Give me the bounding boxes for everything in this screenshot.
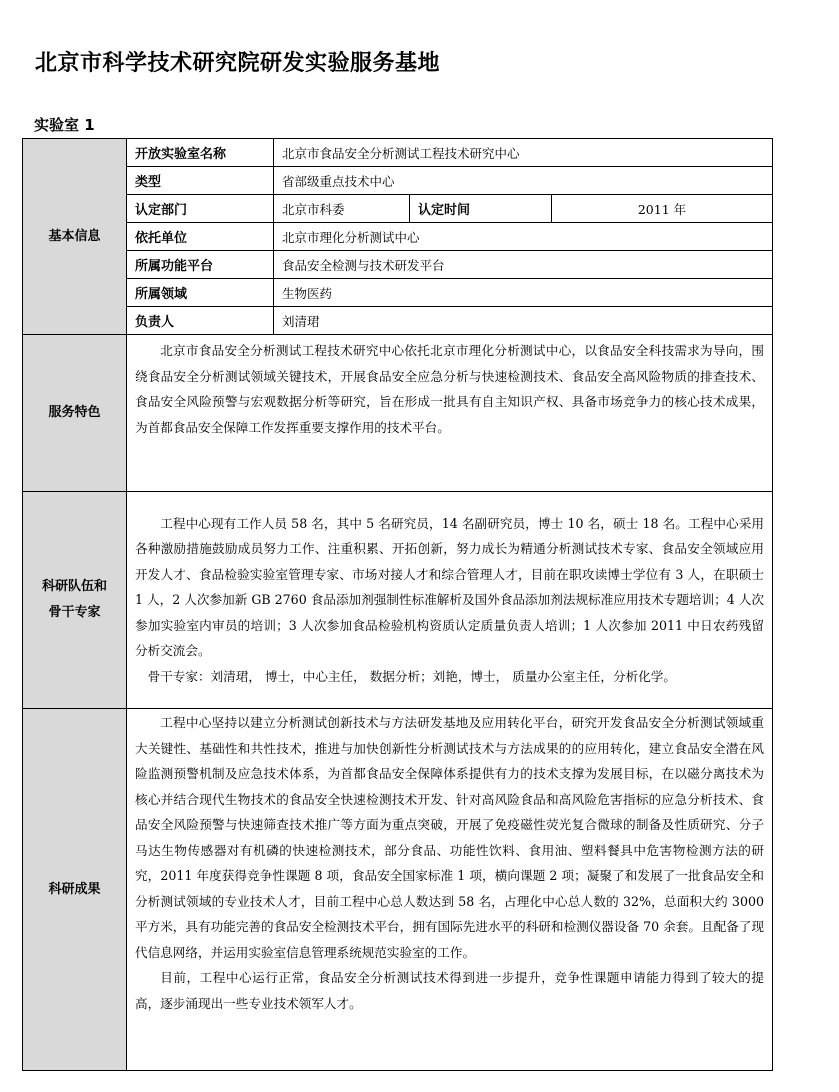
section-team-line1: 科研队伍和 [41,579,107,594]
lab-name-value: 北京市食品安全分析测试工程技术研究中心 [274,139,773,167]
results-text-1: 工程中心坚持以建立分析测试创新技术与方法研发基地及应用转化平台，研究开发食品安全分析测试领域重大关键性、基础性和共性技术，推进与加快创新性分析测试技术与方法成果的的应用转化，建立食品安全潜在风险监测预警机制及应急技术体系，为首都食品安全保障体系提供有力的技术支撑为发展目标，在以磁分离技术为核心并结合现代生物技术的食品安全快速检测技术开发、针对高风险食品和高风险危害指标的应急分析技术、食品安全风险预警与快速筛查技术推广等方面为重点突破，开展了免疫磁性荧光复合微球的制备及性质研究、分子马达生物传感器对有机磷的快速检测技术，部分食品、功能性饮料、食用油、塑料餐具中危害物检测方法的研究，2011 年度获得竞争性课题 8 项，食品安全国家标准 1 项，横向课题 2 项；凝聚了和发展了一批食品安全和分析测试领域的专业技术人才，目前工程中心总人数达到 58 名，占理化中心总人数的 32%，总面积大约 3000 平方米，具有功能完善的食品安全检测技术平台，拥有国际先进水平的科研和检测仪器设备 70 余套。且配备了现代信息网络，并运用实验室信息管理系统规范实验室的工作。 [135,715,764,960]
platform-label: 所属功能平台 [127,251,274,279]
type-label: 类型 [127,167,274,195]
page-title: 北京市科学技术研究院研发实验服务基地 [35,51,441,76]
service-cell [127,335,773,492]
section-team-line2: 骨干专家 [48,605,101,620]
lab-name-label: 开放实验室名称 [127,139,274,167]
leader-value: 刘清珺 [274,307,773,335]
team-experts: 骨干专家：刘清珺， 博士，中心主任， 数据分析；刘艳，博士， 质量办公室主任，分析化学。 [147,668,676,684]
host-label: 依托单位 [127,223,274,251]
results-text-2: 目前，工程中心运行正常，食品安全分析测试技术得到进一步提升，竞争性课题申请能力得到了较大的提高，逐步涌现出一些专业技术领军人才。 [135,970,764,1011]
results-cell [127,709,773,1071]
type-value: 省部级重点技术中心 [274,167,773,195]
section-basic-info: 基本信息 [23,139,127,335]
dept-value: 北京市科委 [274,195,410,223]
team-text: 工程中心现有工作人员 58 名，其中 5 名研究员，14 名副研究员，博士 10 名，硕士 18 名。工程中心采用各种激励措施鼓励成员努力工作、注重积累、开拓创新，努力成长为精通分析测试技术专家、食品安全领域应用开发人才、食品检验实验室管理专家、市场对接人才和综合管理人才，目前在职攻读博士学位有 3 人，在职硕士 1 人，2 人次参加新 GB 2760 食品添加剂强制性标准解析及国外食品添加剂法规标准应用技术专题培训；4 人次参加实验室内审员的培训；3 人次参加食品检验机构资质认定质量负责人培训；1 人次参加 2011 中日农药残留分析交流会。 [135,515,764,659]
section-team [23,492,127,709]
lab-info-table [22,138,773,1071]
platform-value: 食品安全检测与技术研发平台 [274,251,773,279]
section-results: 科研成果 [23,709,127,1071]
service-text: 北京市食品安全分析测试工程技术研究中心依托北京市理化分析测试中心，以食品安全科技需求为导向，围绕食品安全分析测试领域关键技术，开展食品安全应急分析与快速检测技术、食品安全高风险物质的排查技术、食品安全风险预警与宏观数据分析等研究，旨在形成一批具有自主知识产权、具备市场竞争力的核心技术成果，为首都食品安全保障工作发挥重要支撑作用的技术平台。 [135,343,764,435]
host-value: 北京市理化分析测试中心 [274,223,773,251]
time-label: 认定时间 [410,195,552,223]
dept-label: 认定部门 [127,195,274,223]
team-cell [127,492,773,709]
field-label: 所属领域 [127,279,274,307]
time-value: 2011 年 [552,195,773,223]
lab-label: 实验室 1 [34,116,95,134]
section-service: 服务特色 [23,335,127,492]
leader-label: 负责人 [127,307,274,335]
field-value: 生物医药 [274,279,773,307]
